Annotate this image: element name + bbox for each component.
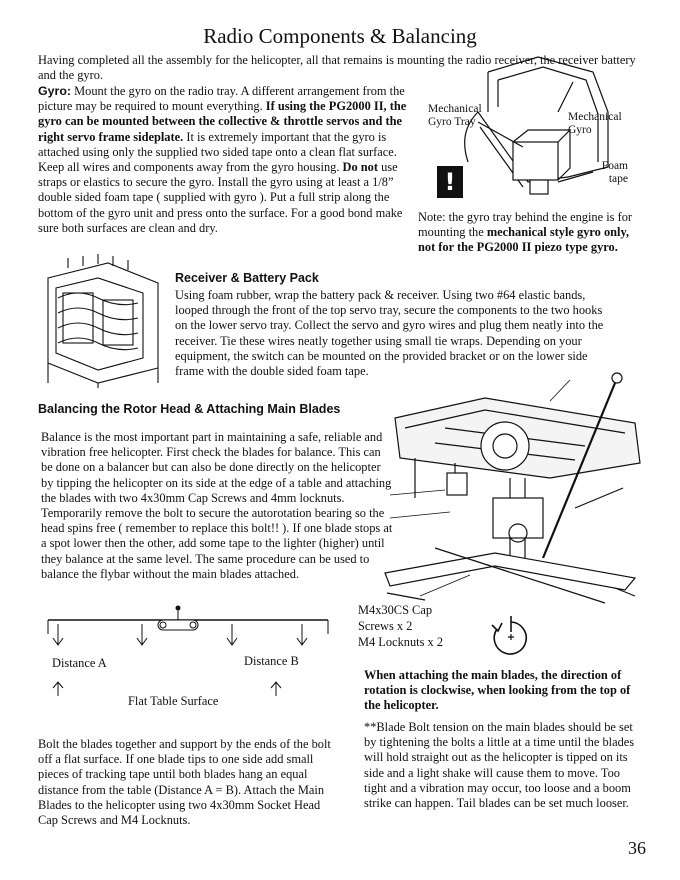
gyro-bold-1: If using the PG2000 II, the gyro can be mounted between the collective & throttle servos and the right servo frame sideplate. bbox=[38, 99, 407, 144]
gyro-text-2: It is extremely important that the gyro is attached using only the supplied two sided tape onto a clean flat surface. Keep all wires and components away from the gyro housing. bbox=[38, 129, 397, 175]
warning-icon: ! bbox=[437, 166, 463, 198]
screws-label-line-1: M4x30CS Cap bbox=[358, 603, 433, 617]
balancing-paragraph: Balance is the most important part in maintaining a safe, reliable and vibration free helicopter. First check the blades for balance. This can be done on a balancer but can also be done directly on the helicopter by tipping the helicopter on its side at the edge of a table and attaching the blades with two 4x30mm Cap Screws and 4mm locknuts. Temporarily remove the bolt to secure the autorotation bearing so the head spins free ( remember to replace this bolt!! ). If one blade stops at a spot lower then the other, add some tape to the lighter (higher) until they balance at the same level. The same procedure can be used to balance the flybar without the main blades attached. bbox=[41, 430, 393, 581]
clockwise-rotation-icon bbox=[490, 616, 532, 660]
screws-label-line-3: M4 Locknuts x 2 bbox=[358, 635, 444, 649]
screws-label-line-2: Screws x 2 bbox=[358, 619, 413, 633]
gyro-text-3: use straps or elastics to secure the gyro. Install the gyro using at least a 1/8” double sided foam tape ( supplied with gyro ). Put a full strip along the bottom of the gyro unit and press onto the surface. For a good bond make sure both surfaces are clean and dry. bbox=[38, 160, 403, 235]
distance-a-label: Distance A bbox=[52, 656, 107, 670]
gyro-bold-2: Do not bbox=[342, 160, 378, 175]
label-gyro-tray: Mechanical Gyro Tray bbox=[428, 103, 482, 128]
balancing-heading: Balancing the Rotor Head & Attaching Main Blades bbox=[38, 402, 341, 416]
gyro-text-1: Mount the gyro on the radio tray. A different arrangement from the picture may be required to mount everything. bbox=[38, 84, 405, 114]
note-bold: mechanical style gyro only, not for the PG2000 II piezo type gyro. bbox=[418, 225, 630, 255]
receiver-heading: Receiver & Battery Pack bbox=[175, 271, 319, 285]
receiver-paragraph: Using foam rubber, wrap the battery pack & receiver. Using two #64 elastic bands, looped through the front of the top servo tray, secure the components to the two hooks on the lower servo tray. Collect the servo and gyro wires and plug them neatly into the receiver. Tie these wires neatly together using small tie wraps. Depending on your equipment, the switch can be mounted on the provided bracket or on the lower side frame with the double sided foam tape. bbox=[175, 288, 604, 379]
page-title: Radio Components & Balancing bbox=[203, 24, 477, 48]
page-number: 36 bbox=[628, 838, 646, 858]
rotation-note: When attaching the main blades, the direction of rotation is clockwise, when looking from the top of the helicopter. bbox=[364, 668, 631, 713]
label-foam-tape: Foam tape bbox=[601, 160, 628, 185]
flat-table-surface-label: Flat Table Surface bbox=[128, 694, 219, 708]
blade-tension-note: **Blade Bolt tension on the main blades should be set by tightening the bolts a little at a time until the blades will hold straight out as the helicopter is tipped on its side and a light shake will cause them to move. Too tight and a vibration may occur, too loose and a boom strike can happen. Tail blades can be set much looser. bbox=[364, 720, 635, 811]
note-text: Note: the gyro tray behind the engine is for mounting the bbox=[418, 210, 633, 240]
gyro-heading: Gyro: bbox=[38, 84, 72, 98]
intro-paragraph: Having completed all the assembly for the helicopter, all that remains is mounting the radio receiver, the receiver battery and the gyro. bbox=[38, 53, 636, 83]
screws-callout bbox=[358, 602, 468, 650]
label-mechanical-gyro: Mechanical Gyro bbox=[568, 111, 622, 136]
bolt-paragraph: Bolt the blades together and support by the ends of the bolt off a flat surface. If one blade tips to one side add small pieces of tracking tape until both blades hang an equal distance from the table (Distance A = B). Attach the Main Blades to the helicopter using two 4x30mm Socket Head Cap Screws and M4 Locknuts. bbox=[38, 737, 331, 828]
distance-b-label: Distance B bbox=[244, 654, 299, 668]
